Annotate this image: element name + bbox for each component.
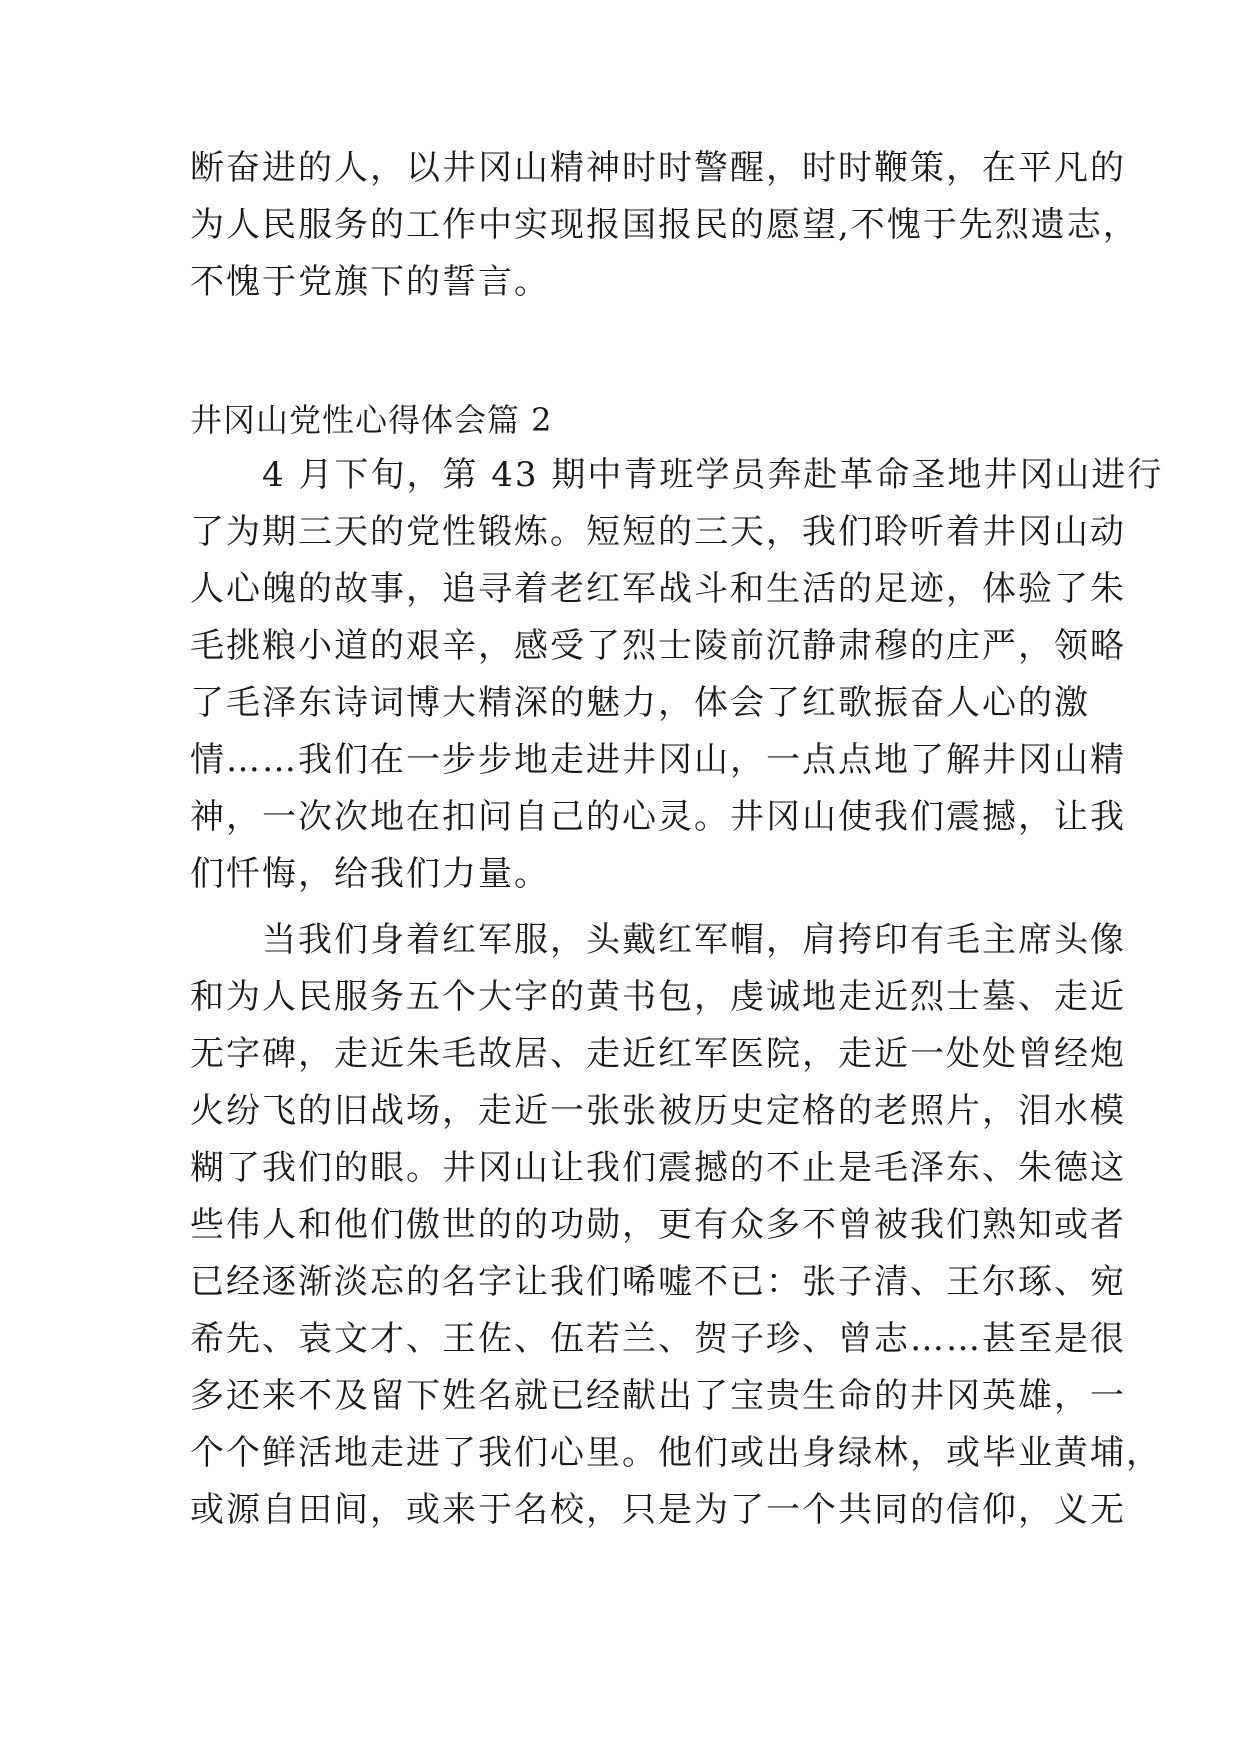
paragraph2-line-5: 糊了我们的眼。井冈山让我们震撼的不止是毛泽东、朱德这 — [190, 1148, 1126, 1188]
paragraph2-line-2: 和为人民服务五个大字的黄书包，虔诚地走近烈士墓、走近 — [190, 977, 1126, 1017]
intro-line-1: 断奋进的人，以井冈山精神时时警醒，时时鞭策，在平凡的 — [190, 148, 1126, 188]
paragraph2-line-4: 火纷飞的旧战场，走近一张张被历史定格的老照片，泪水模 — [190, 1091, 1126, 1131]
paragraph1-line-5: 了毛泽东诗词博大精深的魅力，体会了红歌振奋人心的激 — [190, 683, 1090, 723]
paragraph2-line-10: 个个鲜活地走进了我们心里。他们或出身绿林，或毕业黄埔， — [190, 1433, 1162, 1473]
paragraph2-line-9: 多还来不及留下姓名就已经献出了宝贵生命的井冈英雄，一 — [190, 1376, 1126, 1416]
section-title: 井冈山党性心得体会篇 2 — [190, 401, 553, 439]
paragraph1-line-7: 神，一次次地在扣问自己的心灵。井冈山使我们震撼，让我 — [190, 797, 1126, 837]
paragraph1-line-4: 毛挑粮小道的艰辛，感受了烈士陵前沉静肃穆的庄严，领略 — [190, 626, 1126, 666]
intro-line-2: 为人民服务的工作中实现报国报民的愿望,不愧于先烈遗志， — [190, 205, 1139, 245]
paragraph2-line-11: 或源自田间，或来于名校，只是为了一个共同的信仰，义无 — [190, 1490, 1126, 1530]
paragraph2-line-6: 些伟人和他们傲世的的功勋，更有众多不曾被我们熟知或者 — [190, 1205, 1126, 1245]
paragraph1-line-1: 4 月下旬，第 43 期中青班学员奔赴革命圣地井冈山进行 — [190, 455, 1164, 495]
paragraph1-line-8: 们忏悔，给我们力量。 — [190, 854, 550, 894]
paragraph1-line-2: 了为期三天的党性锻炼。短短的三天，我们聆听着井冈山动 — [190, 512, 1126, 552]
paragraph2-line-7: 已经逐渐淡忘的名字让我们唏嘘不已：张子清、王尔琢、宛 — [190, 1262, 1126, 1302]
paragraph2-line-1: 当我们身着红军服，头戴红军帽，肩挎印有毛主席头像 — [190, 920, 1126, 960]
paragraph2-line-3: 无字碑，走近朱毛故居、走近红军医院，走近一处处曾经炮 — [190, 1034, 1126, 1074]
paragraph1-line-3: 人心魄的故事，追寻着老红军战斗和生活的足迹，体验了朱 — [190, 569, 1126, 609]
paragraph2-line-8: 希先、袁文才、王佐、伍若兰、贺子珍、曾志……甚至是很 — [190, 1319, 1126, 1359]
paragraph1-line-6: 情……我们在一步步地走进井冈山，一点点地了解井冈山精 — [190, 740, 1126, 780]
intro-line-3: 不愧于党旗下的誓言。 — [190, 262, 550, 302]
